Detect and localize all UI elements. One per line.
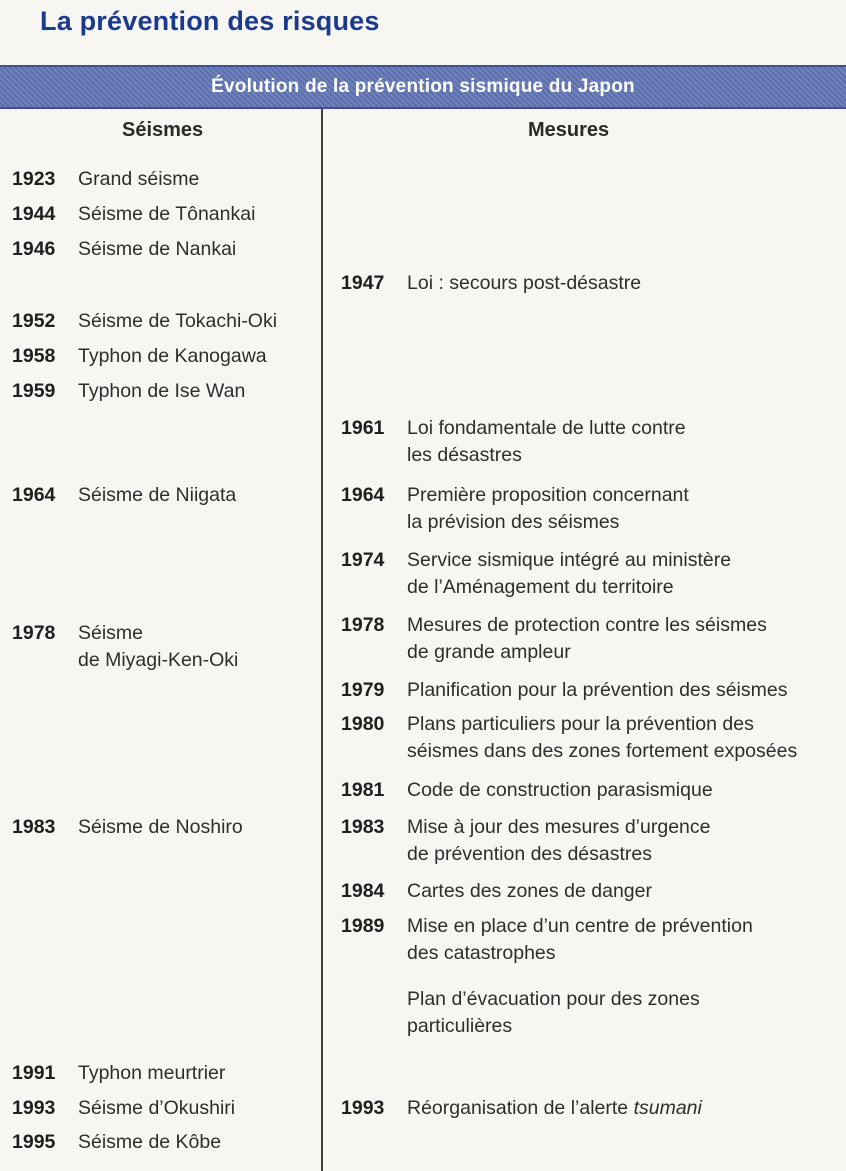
measure-entry [341,878,652,905]
measure-year: 1989 [341,915,385,937]
measure-year: 1978 [341,614,385,636]
earthquake-label: Typhon meurtrier [78,1062,226,1084]
earthquake-entry [12,482,236,509]
measure-label: séismes dans des zones fortement exposées [407,740,798,762]
measure-year: 1974 [341,549,385,571]
earthquake-label: Séisme de Noshiro [78,816,243,838]
earthquake-year: 1959 [12,380,56,402]
measure-label: Mesures de protection contre les séismes [407,614,767,636]
column-header-earthquakes: Séismes [122,119,204,141]
measure-entry [341,711,797,765]
earthquake-year: 1923 [12,168,56,190]
measure-label: Cartes des zones de danger [407,880,652,902]
measure-entry [341,547,731,601]
measure-label: Mise en place d’un centre de prévention [407,915,753,937]
earthquake-year: 1952 [12,310,56,332]
earthquake-entry [12,1129,221,1156]
column-header-measures: Mesures [528,119,610,141]
measure-label: Loi : secours post-désastre [407,272,642,294]
earthquake-entry [12,814,243,841]
measure-year: 1964 [341,484,385,506]
measure-entry [341,612,767,666]
measure-entry [341,482,689,536]
measure-entry [341,777,713,804]
measure-entry [341,913,753,967]
measure-entry [341,814,710,868]
measure-label: Loi fondamentale de lutte contre [407,417,686,439]
measure-label: la prévision des séismes [407,511,620,533]
earthquake-year: 1944 [12,203,56,225]
measure-label: Code de construction parasismique [407,779,713,801]
measure-entry [341,986,700,1040]
measure-label: Planification pour la prévention des séismes [407,679,788,701]
measure-year: 1983 [341,816,385,838]
measure-label: Plans particuliers pour la prévention des [407,713,754,735]
measure-entry [341,270,641,297]
measure-year: 1984 [341,880,385,902]
earthquake-year: 1995 [12,1131,56,1153]
measure-entry [341,677,787,704]
earthquake-year: 1978 [12,622,56,644]
earthquake-entry [12,1060,225,1087]
earthquake-entry [12,378,245,405]
measure-year: 1961 [341,417,385,439]
measure-label: Plan d’évacuation pour des zones [407,988,700,1010]
earthquake-entry [12,1095,235,1122]
earthquake-entry [12,343,267,370]
measure-label: Mise à jour des mesures d’urgence [407,816,711,838]
measure-entry [341,1095,702,1122]
earthquake-entry [12,620,238,674]
table-banner [0,65,846,109]
measure-label: de l’Aménagement du territoire [407,576,674,598]
earthquake-label: Séisme de Niigata [78,484,237,506]
earthquake-year: 1964 [12,484,56,506]
measure-label-text: Réorganisation de l’alerte [407,1097,634,1119]
measure-year: 1981 [341,779,385,801]
measure-label [407,1095,702,1122]
table-banner-title: Évolution de la prévention sismique du Japon [211,76,635,97]
measure-label: Service sismique intégré au ministère [407,549,732,571]
earthquake-entry [12,166,199,193]
earthquake-label: Séisme de Nankai [78,238,237,260]
earthquake-label: Séisme d’Okushiri [78,1097,236,1119]
measure-year: 1947 [341,272,385,294]
measure-label: des catastrophes [407,942,556,964]
measure-year: 1980 [341,713,385,735]
earthquake-entry [12,201,255,228]
earthquake-entry [12,308,277,335]
column-divider [321,109,323,1171]
measure-entry [341,415,686,469]
measure-label: particulières [407,1015,513,1037]
page-title: La prévention des risques [40,6,380,36]
earthquake-label: Séisme de Tokachi-Oki [78,310,278,332]
earthquake-label: Typhon de Kanogawa [78,345,267,367]
earthquake-year: 1991 [12,1062,56,1084]
measure-year: 1993 [341,1097,385,1119]
measure-label: de prévention des désastres [407,843,652,865]
earthquake-year: 1958 [12,345,56,367]
measure-year: 1979 [341,679,385,701]
earthquake-label: Séisme de Kôbe [78,1131,222,1153]
earthquake-label: Séisme [78,622,144,644]
measure-label: Première proposition concernant [407,484,689,506]
earthquake-entry [12,236,236,263]
earthquake-label: de Miyagi-Ken-Oki [78,649,239,671]
measure-label: les désastres [407,444,522,466]
earthquake-year: 1983 [12,816,56,838]
earthquake-year: 1946 [12,238,56,260]
earthquake-label: Grand séisme [78,168,200,190]
earthquake-label: Séisme de Tônankai [78,203,256,225]
measure-label: de grande ampleur [407,641,571,663]
earthquake-year: 1993 [12,1097,56,1119]
earthquake-label: Typhon de Ise Wan [78,380,246,402]
measure-label-italic: tsumani [633,1097,702,1119]
